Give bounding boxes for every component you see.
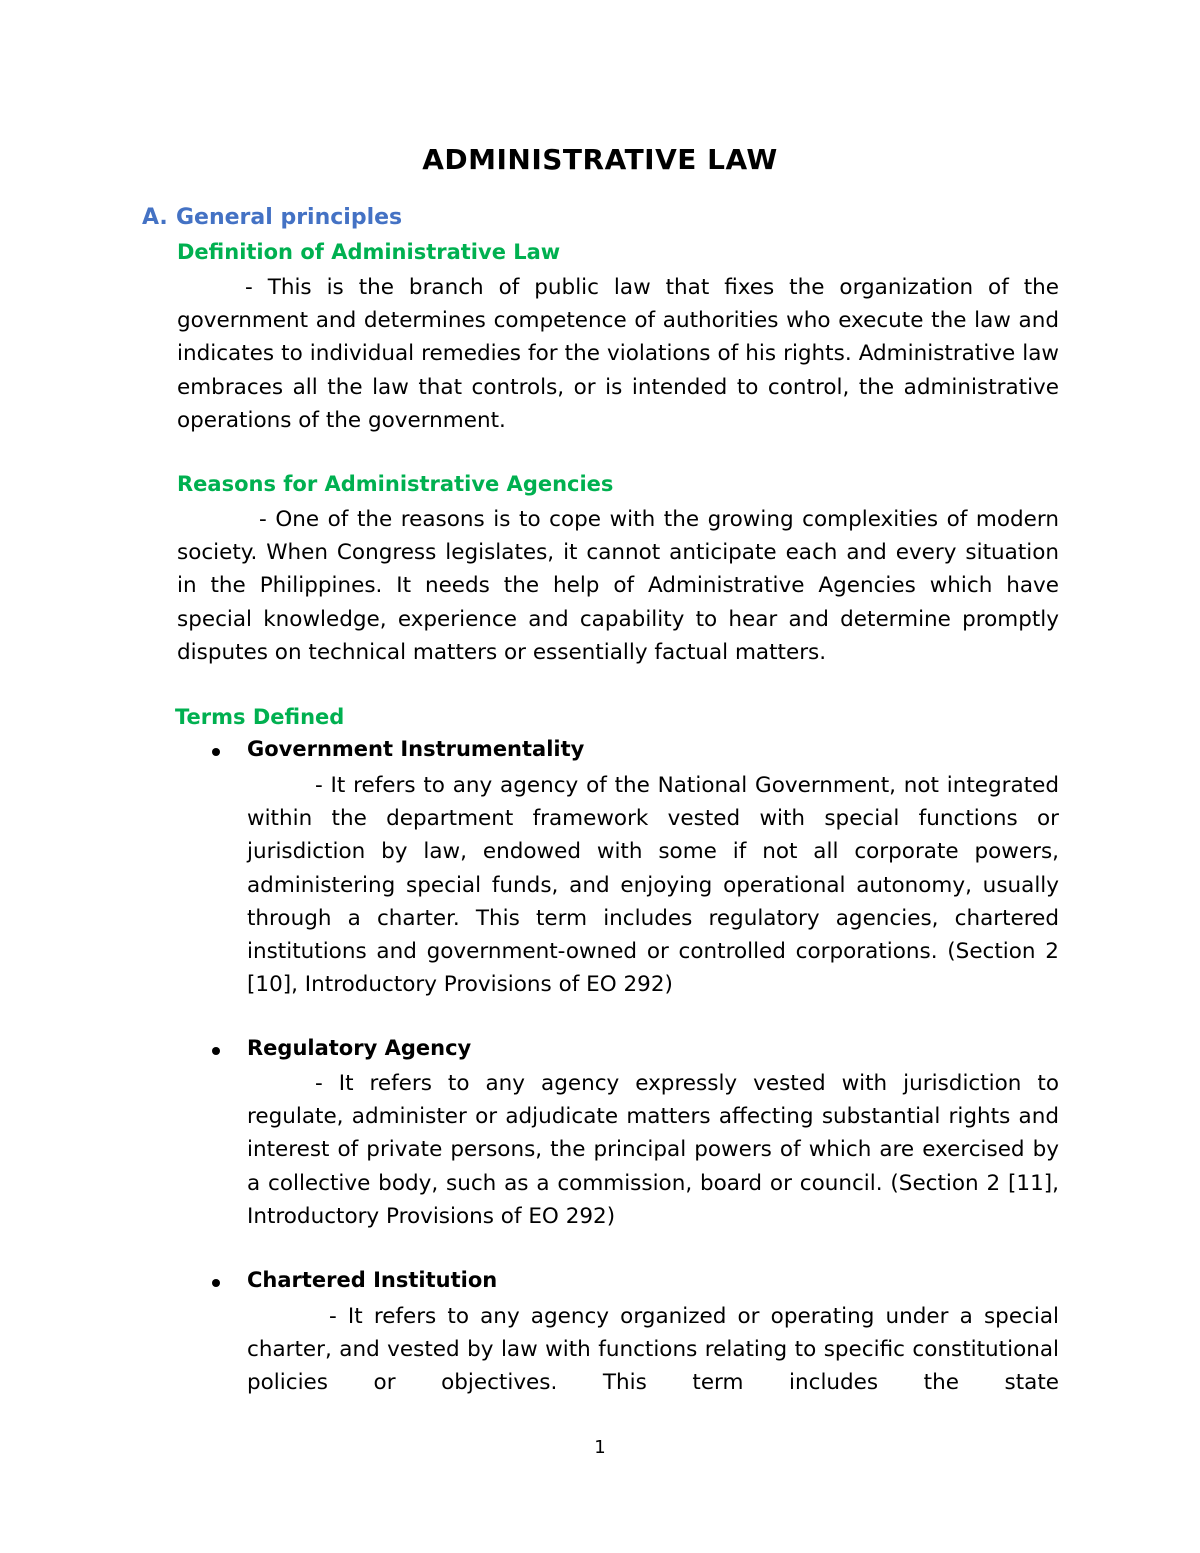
terms-heading: Terms Defined [175,705,345,729]
bullet-icon [212,1047,220,1055]
term-label: Regulatory Agency [247,1036,472,1060]
term-text: - It refers to any agency expressly vested with jurisdiction to regulate, administer or adjudicate matters affecting substantial rights and interest of private persons, the principal powers of which are exercised by a collective body, such as a commission, board or council. (Section 2 [11], Introductory Provisions of EO 292) [247,1071,1059,1229]
term-text: - It refers to any agency organized or operating under a special charter, and vested by law with functions relating to specific constitutional policies or objectives. This term includes the state [247,1304,1059,1396]
section-heading-text: General principles [176,205,403,230]
document-title: ADMINISTRATIVE LAW [422,143,778,176]
term-paragraph-chartered-institution [247,1300,1059,1400]
bullet-icon [212,748,220,756]
term-label: Government Instrumentality [247,737,585,761]
page-number: 1 [594,1437,606,1458]
reasons-paragraph [177,503,1059,669]
definition-heading: Definition of Administrative Law [177,240,561,264]
reasons-text: - One of the reasons is to cope with the growing complexities of modern society. When Congress legislates, it cannot anticipate each and every situation in the Philippines. It needs the help of Administrative Agencies which have special knowledge, experience and capability to hear and determine promptly disputes on technical matters or essentially factual matters. [177,507,1059,665]
bullet-icon [212,1279,220,1287]
definition-paragraph [177,271,1059,437]
term-text: - It refers to any agency of the National Government, not integrated within the department framework vested with special functions or jurisdiction by law, endowed with some if not all corporate powers, administering special funds, and enjoying operational autonomy, usually through a charter. This term includes regulatory agencies, chartered institutions and government-owned or controlled corporations. (Section 2 [10], Introductory Provisions of EO 292) [247,773,1059,998]
section-marker: A. [142,205,168,230]
term-label: Chartered Institution [247,1268,498,1292]
term-paragraph-regulatory-agency [247,1067,1059,1233]
term-paragraph-government-instrumentality [247,769,1059,1001]
definition-text: - This is the branch of public law that fixes the organization of the government and determines competence of authorities who execute the law and indicates to individual remedies for the violations of his rights. Administrative law embraces all the law that controls, or is intended to control, the administrative operations of the government. [177,275,1059,433]
reasons-heading: Reasons for Administrative Agencies [177,472,614,496]
section-heading [142,205,402,230]
